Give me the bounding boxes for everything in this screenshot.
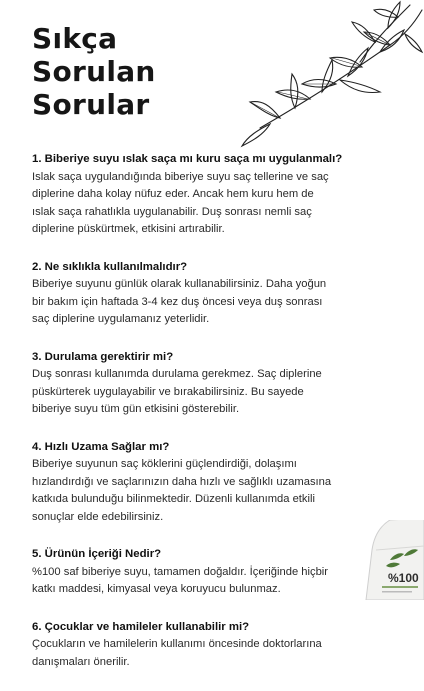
product-bottle-icon (360, 520, 424, 600)
answer-line: sonuçlar elde edebilirsiniz. (32, 510, 164, 523)
faq-question: 5. Ürünün İçeriği Nedir? (32, 548, 162, 560)
answer-line: biberiye suyu tüm gün etkisini gösterebilir. (32, 403, 240, 415)
faq-question: 6. Çocuklar ve hamileler kullanabilir mi? (32, 620, 250, 633)
answer-line: Biberiye suyunu günlük olarak kullanabilirsiniz. Daha yoğun (32, 278, 327, 290)
answer-line: Biberiye suyunun saç köklerini güçlendirdiği, dolaşımı (32, 458, 297, 470)
answer-line: Çocukların ve hamilelerin kullanımı öncesinde doktorlarına (32, 638, 322, 650)
answer-line: ıslak saça rahatlıkla uygulanabilir. Duş sonrası nemli saç (32, 205, 312, 218)
title-line: Sorulan (32, 55, 156, 88)
faq-answer (32, 456, 402, 526)
answer-line: Islak saça uygulandığında biberiye suyu saç tellerine ve saç (32, 170, 329, 183)
faq-question: 2. Ne sıklıkla kullanılmalıdır? (32, 260, 188, 273)
answer-line: bir bakım için haftada 3-4 kez duş öncesi veya duş sonrası (32, 295, 323, 308)
bottle-label: %100 (388, 571, 419, 585)
faq-answer (32, 636, 402, 671)
answer-line: diplerine daha kolay nüfuz eder. Ancak hem kuru hem de (32, 188, 314, 200)
rosemary-sprig-icon (240, 0, 424, 150)
faq-list (32, 151, 402, 691)
faq-item (32, 259, 402, 329)
title-line: Sorular (32, 88, 150, 121)
answer-line: katkıda bulunduğu bilinmektedir. Düzenli kullanımda etkili (32, 493, 315, 505)
faq-question: 3. Durulama gerektirir mi? (32, 350, 174, 363)
answer-line: %100 saf biberiye suyu, tamamen doğaldır. İçeriğinde hiçbir (32, 565, 329, 578)
answer-line: katkı maddesi, kimyasal veya koruyucu bulunmaz. (32, 583, 281, 595)
faq-item (32, 619, 402, 672)
faq-question: 4. Hızlı Uzama Sağlar mı? (32, 440, 170, 453)
answer-line: Duş sonrası kullanımda durulama gerekmez. Saç diplerine (32, 368, 322, 380)
faq-answer (32, 169, 402, 239)
faq-answer (32, 366, 402, 419)
answer-line: saç diplerine uygulamanız yeterlidir. (32, 313, 210, 325)
faq-item (32, 349, 402, 419)
faq-item (32, 439, 402, 527)
faq-question: 1. Biberiye suyu ıslak saça mı kuru saça mı uygulanmalı? (32, 153, 343, 165)
answer-line: püskürterek uygulayabilir ve bırakabilirsiniz. Bu sayede (32, 385, 304, 398)
answer-line: hızlandırdığı ve saçlarınızın daha hızlı ve sağlıklı uzamasına (32, 475, 332, 488)
answer-line: diplerine püskürtmek, etkisini artırabilir. (32, 223, 225, 235)
faq-item (32, 546, 402, 599)
faq-answer (32, 564, 402, 599)
faq-item (32, 151, 402, 239)
title-line: Sıkça (32, 22, 118, 55)
page-title (32, 22, 156, 121)
faq-answer (32, 276, 402, 329)
answer-line: danışmaları önerilir. (32, 655, 130, 668)
